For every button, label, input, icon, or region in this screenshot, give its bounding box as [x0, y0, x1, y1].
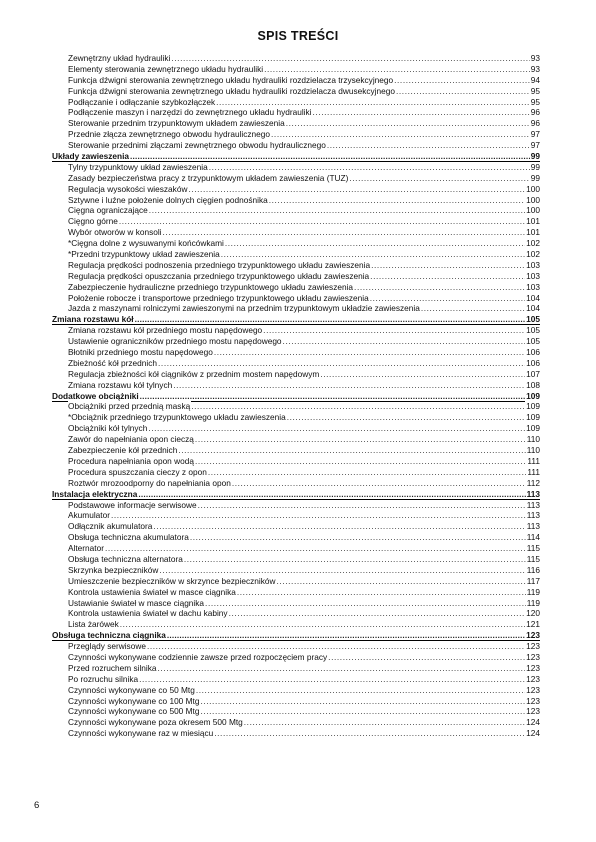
toc-entry-page: 105 — [526, 336, 540, 347]
toc-entry-label: Ustawianie świateł w masce ciągnika — [68, 597, 205, 608]
toc-entry-label: Obsługa techniczna akumulatora — [68, 532, 189, 543]
toc-entry-page: 99 — [530, 151, 540, 161]
dot-leader — [171, 53, 529, 64]
toc-entry-label: Elementy sterowania zewnętrznego układu hydrauliki — [68, 63, 264, 74]
toc-entry-label: Położenie robocze i transportowe przedniego trzypunktowego układu zawieszenia — [68, 292, 369, 303]
toc-entry — [52, 53, 540, 64]
toc-entry-label: Błotniki przedniego mostu napędowego — [68, 347, 213, 358]
toc-entry — [52, 140, 540, 151]
toc-entry-label: Dodatkowe obciążniki — [52, 390, 139, 401]
toc-entry-label: Po rozruchu silnika — [68, 673, 139, 684]
toc-entry — [52, 271, 540, 282]
toc-entry — [52, 619, 540, 630]
toc-entry-page: 123 — [526, 651, 540, 662]
toc-entry-label: Obsługa techniczna alternatora — [68, 553, 183, 564]
toc-entry-page: 102 — [526, 238, 540, 249]
dot-leader — [283, 336, 526, 347]
dot-leader — [135, 314, 526, 325]
toc-entry-label: Funkcja dźwigni sterowania zewnętrznego układu hydrauliki rozdzielacza dwusekcyjnego — [68, 85, 395, 96]
toc-entry — [52, 510, 540, 521]
toc-entry — [52, 456, 540, 467]
toc-entry-page: 109 — [526, 401, 540, 412]
toc-entry-page: 103 — [526, 270, 540, 281]
toc-entry — [52, 195, 540, 206]
dot-leader — [208, 467, 527, 478]
toc-entry-page: 105 — [526, 314, 540, 325]
toc-entry-page: 123 — [526, 684, 540, 695]
toc-entry — [52, 423, 540, 434]
toc-entry — [52, 293, 540, 304]
toc-entry-page: 95 — [530, 96, 540, 107]
dot-leader — [191, 401, 525, 412]
dot-leader — [370, 293, 525, 304]
toc-section-heading — [52, 630, 540, 641]
toc-entry-label: Regulacja prędkości opuszczania przedniego trzypunktowego układu zawieszenia — [68, 270, 370, 281]
toc-entry — [52, 118, 540, 129]
dot-leader — [396, 86, 530, 97]
toc-entry — [52, 184, 540, 195]
dot-leader — [140, 391, 525, 402]
toc-entry-page: 97 — [530, 140, 540, 151]
toc-entry-page: 117 — [526, 575, 540, 586]
toc-section-heading — [52, 314, 540, 325]
dot-leader — [370, 271, 525, 282]
dot-leader — [138, 489, 525, 500]
dot-leader — [225, 238, 525, 249]
toc-entry-label: Regulacja zbieżności kół ciągników z przednim mostem napędowym — [68, 368, 320, 379]
dot-leader — [105, 543, 526, 554]
page-title: SPIS TREŚCI — [257, 29, 339, 43]
toc-entry-label: Przednie złącza zewnętrznego obwodu hydraulicznego — [68, 129, 271, 140]
toc-entry — [52, 685, 540, 696]
toc-entry-label: Czynności wykonywane co 100 Mtg — [68, 695, 200, 706]
dot-leader — [153, 521, 525, 532]
dot-leader — [216, 97, 530, 108]
toc-entry-page: 123 — [526, 662, 540, 673]
toc-entry-page: 123 — [526, 630, 540, 641]
toc-entry-page: 94 — [530, 74, 540, 85]
toc-entry — [52, 260, 540, 271]
toc-entry — [52, 500, 540, 511]
toc-entry — [52, 717, 540, 728]
toc-entry-page: 109 — [526, 390, 540, 401]
toc-entry-label: Sterowanie przednim trzypunktowym układem zawieszenia — [68, 118, 285, 129]
toc-entry-page: 113 — [526, 521, 540, 532]
dot-leader — [277, 576, 526, 587]
toc-entry-page: 123 — [526, 641, 540, 652]
dot-leader — [148, 423, 525, 434]
toc-entry-label: Zewnętrzny układ hydrauliki — [68, 52, 171, 63]
dot-leader — [394, 75, 530, 86]
toc-entry-label: *Obciążnik przedniego trzypunktowego układu zawieszenia — [68, 412, 286, 423]
toc-entry-label: Funkcja dźwigni sterowania zewnętrznego układu hydrauliki rozdzielacza trzysekcyjnego — [68, 74, 394, 85]
toc-entry-label: Odłącznik akumulatora — [68, 521, 153, 532]
toc-entry-page: 124 — [526, 717, 540, 728]
toc-entry-page: 112 — [526, 477, 540, 488]
toc-entry-page: 106 — [526, 357, 540, 368]
dot-leader — [263, 325, 525, 336]
dot-leader — [349, 173, 529, 184]
toc-entry — [52, 303, 540, 314]
toc-entry — [52, 576, 540, 587]
dot-leader — [237, 587, 526, 598]
toc-entry-page: 115 — [526, 553, 540, 564]
dot-leader — [130, 151, 530, 162]
dot-leader — [158, 358, 525, 369]
toc-entry-label: Kontrola ustawienia świateł w masce ciągnika — [68, 586, 236, 597]
toc-entry — [52, 86, 540, 97]
dot-leader — [214, 728, 525, 739]
toc-entry-label: Ustawienie ograniczników przedniego mostu napędowego — [68, 336, 282, 347]
toc-entry — [52, 641, 540, 652]
toc-entry-page: 107 — [526, 368, 540, 379]
dot-leader — [149, 205, 525, 216]
toc-entry-page: 124 — [526, 728, 540, 739]
toc-entry-label: Zmiana rozstawu kół przedniego mostu napędowego — [68, 325, 263, 336]
dot-leader — [147, 641, 525, 652]
toc-entry-label: Cięgno górne — [68, 216, 118, 227]
toc-entry-label: Zmiana rozstawu kół tylnych — [68, 379, 173, 390]
dot-leader — [163, 227, 526, 238]
toc-entry-label: Regulacja prędkości podnoszenia przedniego trzypunktowego układu zawieszenia — [68, 259, 371, 270]
dot-leader — [221, 249, 525, 260]
toc-entry-page: 104 — [526, 292, 540, 303]
toc-entry — [52, 434, 540, 445]
toc-entry-page: 101 — [526, 227, 540, 238]
toc-entry-page: 113 — [526, 488, 540, 499]
toc-entry-label: Zbieżność kół przednich — [68, 357, 158, 368]
toc-entry-label: Zabezpieczenie kół przednich — [68, 445, 178, 456]
toc-entry — [52, 369, 540, 380]
toc-entry-label: Tylny trzypunktowy układ zawieszenia — [68, 161, 208, 172]
toc-entry-page: 111 — [527, 466, 540, 477]
dot-leader — [271, 129, 530, 140]
toc-entry — [52, 129, 540, 140]
dot-leader — [328, 652, 525, 663]
toc-section-heading — [52, 489, 540, 500]
dot-leader — [120, 619, 525, 630]
dot-leader — [188, 184, 525, 195]
toc-entry-page: 113 — [526, 510, 540, 521]
toc-entry-page: 104 — [526, 303, 540, 314]
toc-entry-page: 99 — [530, 161, 540, 172]
toc-entry — [52, 64, 540, 75]
toc-entry-page: 111 — [527, 455, 540, 466]
toc-entry-label: Umieszczenie bezpieczników w skrzynce bezpieczników — [68, 575, 276, 586]
toc-entry-page: 105 — [526, 325, 540, 336]
table-of-contents — [52, 53, 540, 739]
toc-entry — [52, 249, 540, 260]
dot-leader — [229, 608, 526, 619]
toc-entry-label: Obciążniki przed przednią maską — [68, 401, 191, 412]
toc-entry — [52, 652, 540, 663]
toc-entry-page: 110 — [526, 434, 540, 445]
toc-entry-page: 95 — [530, 85, 540, 96]
toc-entry-page: 113 — [526, 499, 540, 510]
dot-leader — [371, 260, 525, 271]
toc-entry-label: Jazda z maszynami rolniczymi zawieszonymi na przednim trzypunktowym układzie zawieszenia — [68, 303, 420, 314]
toc-entry-label: Sterowanie przednimi złączami zewnętrznego obwodu hydraulicznego — [68, 140, 326, 151]
toc-entry-label: Procedura spuszczania cieczy z opon — [68, 466, 207, 477]
toc-entry-label: Czynności wykonywane raz w miesiącu — [68, 728, 214, 739]
toc-entry-label: Zawór do napełniania opon cieczą — [68, 434, 194, 445]
toc-entry-page: 100 — [526, 205, 540, 216]
toc-entry-label: Obsługa techniczna ciągnika — [52, 630, 166, 641]
dot-leader — [200, 706, 525, 717]
toc-entry-label: Instalacja elektryczna — [52, 488, 138, 499]
toc-entry-page: 102 — [526, 249, 540, 260]
toc-entry — [52, 532, 540, 543]
toc-entry-label: Cięgna ograniczające — [68, 205, 148, 216]
toc-entry — [52, 97, 540, 108]
page-number: 6 — [34, 800, 40, 811]
toc-entry-label: Regulacja wysokości wieszaków — [68, 183, 188, 194]
toc-entry — [52, 347, 540, 358]
toc-entry — [52, 674, 540, 685]
dot-leader — [195, 434, 526, 445]
dot-leader — [244, 717, 525, 728]
toc-entry-label: Obciążniki kół tylnych — [68, 423, 148, 434]
toc-section-heading — [52, 391, 540, 402]
toc-entry — [52, 336, 540, 347]
toc-entry — [52, 467, 540, 478]
toc-entry-label: Zasady bezpieczeństwa pracy z trzypunktowym układem zawieszenia (TUZ) — [68, 172, 349, 183]
dot-leader — [205, 598, 526, 609]
dot-leader — [327, 140, 530, 151]
toc-entry — [52, 696, 540, 707]
toc-entry — [52, 728, 540, 739]
toc-entry-label: Podłączanie i odłączanie szybkozłączek — [68, 96, 216, 107]
dot-leader — [269, 195, 525, 206]
toc-entry-page: 116 — [526, 564, 540, 575]
toc-entry-label: *Cięgna dolne z wysuwanymi końcówkami — [68, 238, 224, 249]
toc-entry-page: 106 — [526, 347, 540, 358]
dot-leader — [178, 445, 525, 456]
dot-leader — [190, 532, 526, 543]
toc-entry — [52, 598, 540, 609]
dot-leader — [214, 347, 525, 358]
toc-entry — [52, 216, 540, 227]
toc-entry — [52, 412, 540, 423]
dot-leader — [159, 565, 525, 576]
toc-entry — [52, 107, 540, 118]
toc-entry — [52, 75, 540, 86]
dot-leader — [196, 685, 525, 696]
toc-entry-page: 108 — [526, 379, 540, 390]
toc-entry — [52, 282, 540, 293]
toc-entry — [52, 358, 540, 369]
toc-entry — [52, 587, 540, 598]
toc-section-heading — [52, 151, 540, 162]
toc-entry-page: 109 — [526, 412, 540, 423]
toc-entry-label: Podstawowe informacje serwisowe — [68, 499, 197, 510]
toc-entry — [52, 543, 540, 554]
dot-leader — [287, 412, 525, 423]
toc-entry-page: 115 — [526, 543, 540, 554]
toc-entry — [52, 554, 540, 565]
toc-entry — [52, 227, 540, 238]
dot-leader — [139, 674, 525, 685]
toc-entry-label: *Przedni trzypunktowy układ zawieszenia — [68, 249, 220, 260]
toc-entry-label: Czynności wykonywane co 500 Mtg — [68, 706, 200, 717]
toc-entry-page: 110 — [526, 445, 540, 456]
toc-entry — [52, 565, 540, 576]
toc-entry-label: Skrzynka bezpieczników — [68, 564, 159, 575]
toc-entry-label: Procedura napełniania opon wodą — [68, 455, 194, 466]
toc-entry — [52, 478, 540, 489]
toc-entry — [52, 445, 540, 456]
toc-entry-label: Roztwór mrozoodporny do napełniania opon — [68, 477, 231, 488]
toc-entry-page: 101 — [526, 216, 540, 227]
dot-leader — [200, 696, 525, 707]
toc-entry-page: 114 — [526, 532, 540, 543]
toc-entry — [52, 608, 540, 619]
toc-entry — [52, 238, 540, 249]
toc-entry-page: 96 — [530, 118, 540, 129]
toc-entry-label: Przeglądy serwisowe — [68, 641, 146, 652]
toc-entry — [52, 706, 540, 717]
toc-entry — [52, 402, 540, 413]
toc-entry-page: 109 — [526, 423, 540, 434]
toc-entry-label: Zabezpieczenie hydrauliczne przedniego trzypunktowego układu zawieszenia — [68, 281, 354, 292]
dot-leader — [209, 162, 530, 173]
toc-entry-label: Zmiana rozstawu kół — [52, 314, 134, 325]
dot-leader — [173, 380, 525, 391]
dot-leader — [264, 64, 530, 75]
toc-entry-label: Lista żarówek — [68, 619, 119, 630]
toc-entry-page: 103 — [526, 281, 540, 292]
dot-leader — [198, 500, 526, 511]
toc-entry-label: Układy zawieszenia — [52, 151, 130, 161]
toc-entry-label: Czynności wykonywane codziennie zawsze przed rozpoczęciem pracy — [68, 651, 328, 662]
toc-entry-page: 93 — [530, 63, 540, 74]
dot-leader — [158, 663, 526, 674]
toc-entry — [52, 173, 540, 184]
toc-entry-label: Podłączenie maszyn i narzędzi do zewnętrznego układu hydrauliki — [68, 107, 312, 118]
toc-entry-label: Alternator — [68, 543, 104, 554]
dot-leader — [286, 118, 530, 129]
toc-entry-label: Wybór otworów w konsoli — [68, 227, 162, 238]
toc-entry — [52, 521, 540, 532]
toc-entry-page: 121 — [526, 619, 540, 630]
toc-entry-page: 119 — [526, 586, 540, 597]
dot-leader — [119, 216, 525, 227]
toc-entry — [52, 162, 540, 173]
dot-leader — [184, 554, 526, 565]
dot-leader — [167, 630, 525, 641]
dot-leader — [354, 282, 525, 293]
toc-entry-page: 96 — [530, 107, 540, 118]
toc-entry-label: Akumulator — [68, 510, 110, 521]
toc-entry-page: 123 — [526, 695, 540, 706]
dot-leader — [320, 369, 525, 380]
dot-leader — [195, 456, 526, 467]
toc-entry-page: 100 — [526, 183, 540, 194]
dot-leader — [232, 478, 526, 489]
toc-entry-label: Przed rozruchem silnika — [68, 662, 157, 673]
toc-entry — [52, 380, 540, 391]
toc-entry-label: Sztywne i luźne położenie dolnych cięgien podnośnika — [68, 194, 268, 205]
toc-entry — [52, 205, 540, 216]
toc-entry-page: 123 — [526, 706, 540, 717]
toc-entry-page: 97 — [530, 129, 540, 140]
toc-entry — [52, 663, 540, 674]
toc-entry-page: 93 — [530, 52, 540, 63]
dot-leader — [313, 107, 530, 118]
toc-entry-page: 120 — [526, 608, 540, 619]
toc-entry-page: 123 — [526, 673, 540, 684]
dot-leader — [421, 303, 525, 314]
toc-entry-label: Kontrola ustawienia świateł w dachu kabiny — [68, 608, 228, 619]
toc-entry-label: Czynności wykonywane poza okresem 500 Mtg — [68, 717, 243, 728]
toc-entry-page: 103 — [526, 259, 540, 270]
toc-entry-page: 99 — [530, 172, 540, 183]
toc-entry — [52, 325, 540, 336]
dot-leader — [111, 510, 526, 521]
toc-entry-page: 100 — [526, 194, 540, 205]
toc-entry-label: Czynności wykonywane co 50 Mtg — [68, 684, 195, 695]
toc-entry-page: 119 — [526, 597, 540, 608]
